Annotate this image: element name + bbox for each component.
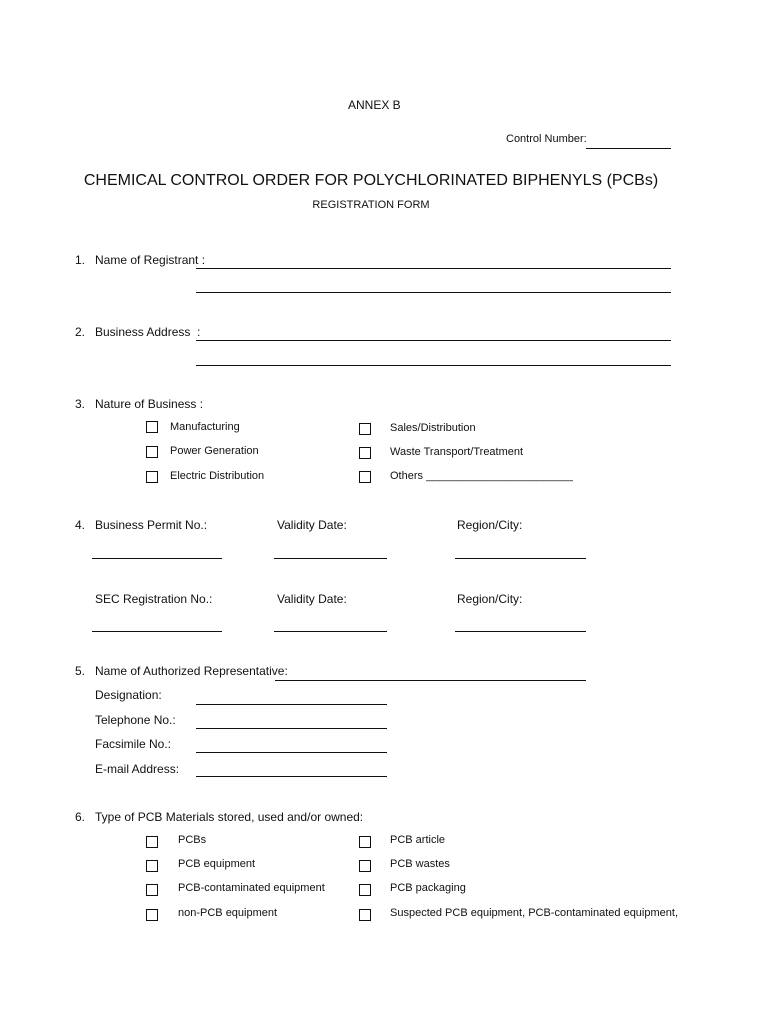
nature-of-business-label: Nature of Business : bbox=[95, 397, 204, 411]
email-field[interactable] bbox=[196, 776, 387, 777]
manufacturing-checkbox[interactable] bbox=[146, 421, 158, 433]
pcb-materials-label: Type of PCB Materials stored, used and/or owned: bbox=[95, 810, 364, 824]
section-3-number: 3. bbox=[75, 397, 86, 411]
pcb-wastes-checkbox[interactable] bbox=[359, 860, 371, 872]
pcb-packaging-label: PCB packaging bbox=[390, 882, 466, 894]
sec-registration-label: SEC Registration No.: bbox=[95, 592, 213, 606]
email-label: E-mail Address: bbox=[95, 762, 180, 776]
control-number-label: Control Number: bbox=[506, 133, 587, 145]
pcbs-label: PCBs bbox=[178, 834, 207, 846]
annex-label: ANNEX B bbox=[348, 98, 401, 112]
form-subtitle: REGISTRATION FORM bbox=[312, 199, 430, 211]
authorized-representative-label: Name of Authorized Representative: bbox=[95, 664, 288, 678]
waste-transport-label: Waste Transport/Treatment bbox=[390, 446, 524, 458]
suspected-pcb-label: Suspected PCB equipment, PCB-contaminated equipment, bbox=[390, 907, 678, 919]
pcb-wastes-label: PCB wastes bbox=[390, 858, 450, 870]
sales-distribution-label: Sales/Distribution bbox=[390, 422, 476, 434]
business-address-field-2[interactable] bbox=[196, 365, 671, 366]
pcb-article-checkbox[interactable] bbox=[359, 836, 371, 848]
sec-validity-label: Validity Date: bbox=[277, 592, 347, 606]
pcb-equipment-checkbox[interactable] bbox=[146, 860, 158, 872]
sec-validity-field[interactable] bbox=[274, 631, 387, 632]
section-2-number: 2. bbox=[75, 325, 86, 339]
non-pcb-equipment-checkbox[interactable] bbox=[146, 909, 158, 921]
sec-region-label: Region/City: bbox=[457, 592, 523, 606]
non-pcb-equipment-label: non-PCB equipment bbox=[178, 907, 278, 919]
pcb-contaminated-equipment-checkbox[interactable] bbox=[146, 884, 158, 896]
designation-field[interactable] bbox=[196, 704, 387, 705]
designation-label: Designation: bbox=[95, 688, 162, 702]
section-4-number: 4. bbox=[75, 518, 86, 532]
permit-validity-label: Validity Date: bbox=[277, 518, 347, 532]
electric-distribution-checkbox[interactable] bbox=[146, 471, 158, 483]
section-5-number: 5. bbox=[75, 664, 86, 678]
permit-region-label: Region/City: bbox=[457, 518, 523, 532]
power-generation-label: Power Generation bbox=[170, 445, 259, 457]
others-checkbox[interactable] bbox=[359, 471, 371, 483]
power-generation-checkbox[interactable] bbox=[146, 446, 158, 458]
pcb-equipment-label: PCB equipment bbox=[178, 858, 256, 870]
authorized-representative-field[interactable] bbox=[275, 680, 586, 681]
section-1-number: 1. bbox=[75, 253, 86, 267]
sec-region-field[interactable] bbox=[455, 631, 586, 632]
control-number-field[interactable] bbox=[586, 148, 671, 149]
pcb-contaminated-equipment-label: PCB-contaminated equipment bbox=[178, 882, 325, 894]
business-address-field-1[interactable] bbox=[196, 340, 671, 341]
waste-transport-checkbox[interactable] bbox=[359, 447, 371, 459]
pcb-article-label: PCB article bbox=[390, 834, 446, 846]
telephone-field[interactable] bbox=[196, 728, 387, 729]
pcbs-checkbox[interactable] bbox=[146, 836, 158, 848]
suspected-pcb-checkbox[interactable] bbox=[359, 909, 371, 921]
form-title: CHEMICAL CONTROL ORDER FOR POLYCHLORINATED BIPHENYLS (PCBs) bbox=[83, 172, 659, 189]
telephone-label: Telephone No.: bbox=[95, 713, 176, 727]
registrant-name-label: Name of Registrant : bbox=[95, 253, 206, 267]
pcb-packaging-checkbox[interactable] bbox=[359, 884, 371, 896]
sales-distribution-checkbox[interactable] bbox=[359, 423, 371, 435]
section-6-number: 6. bbox=[75, 810, 86, 824]
sec-registration-field[interactable] bbox=[92, 631, 222, 632]
manufacturing-label: Manufacturing bbox=[170, 421, 240, 433]
facsimile-label: Facsimile No.: bbox=[95, 737, 172, 751]
facsimile-field[interactable] bbox=[196, 752, 387, 753]
registrant-name-field-1[interactable] bbox=[196, 268, 671, 269]
permit-validity-field[interactable] bbox=[274, 558, 387, 559]
permit-region-field[interactable] bbox=[455, 558, 586, 559]
business-address-label: Business Address : bbox=[95, 325, 201, 339]
electric-distribution-label: Electric Distribution bbox=[170, 470, 265, 482]
others-label: Others ________________________ bbox=[390, 470, 573, 482]
business-permit-label: Business Permit No.: bbox=[95, 518, 208, 532]
registrant-name-field-2[interactable] bbox=[196, 292, 671, 293]
business-permit-field[interactable] bbox=[92, 558, 222, 559]
